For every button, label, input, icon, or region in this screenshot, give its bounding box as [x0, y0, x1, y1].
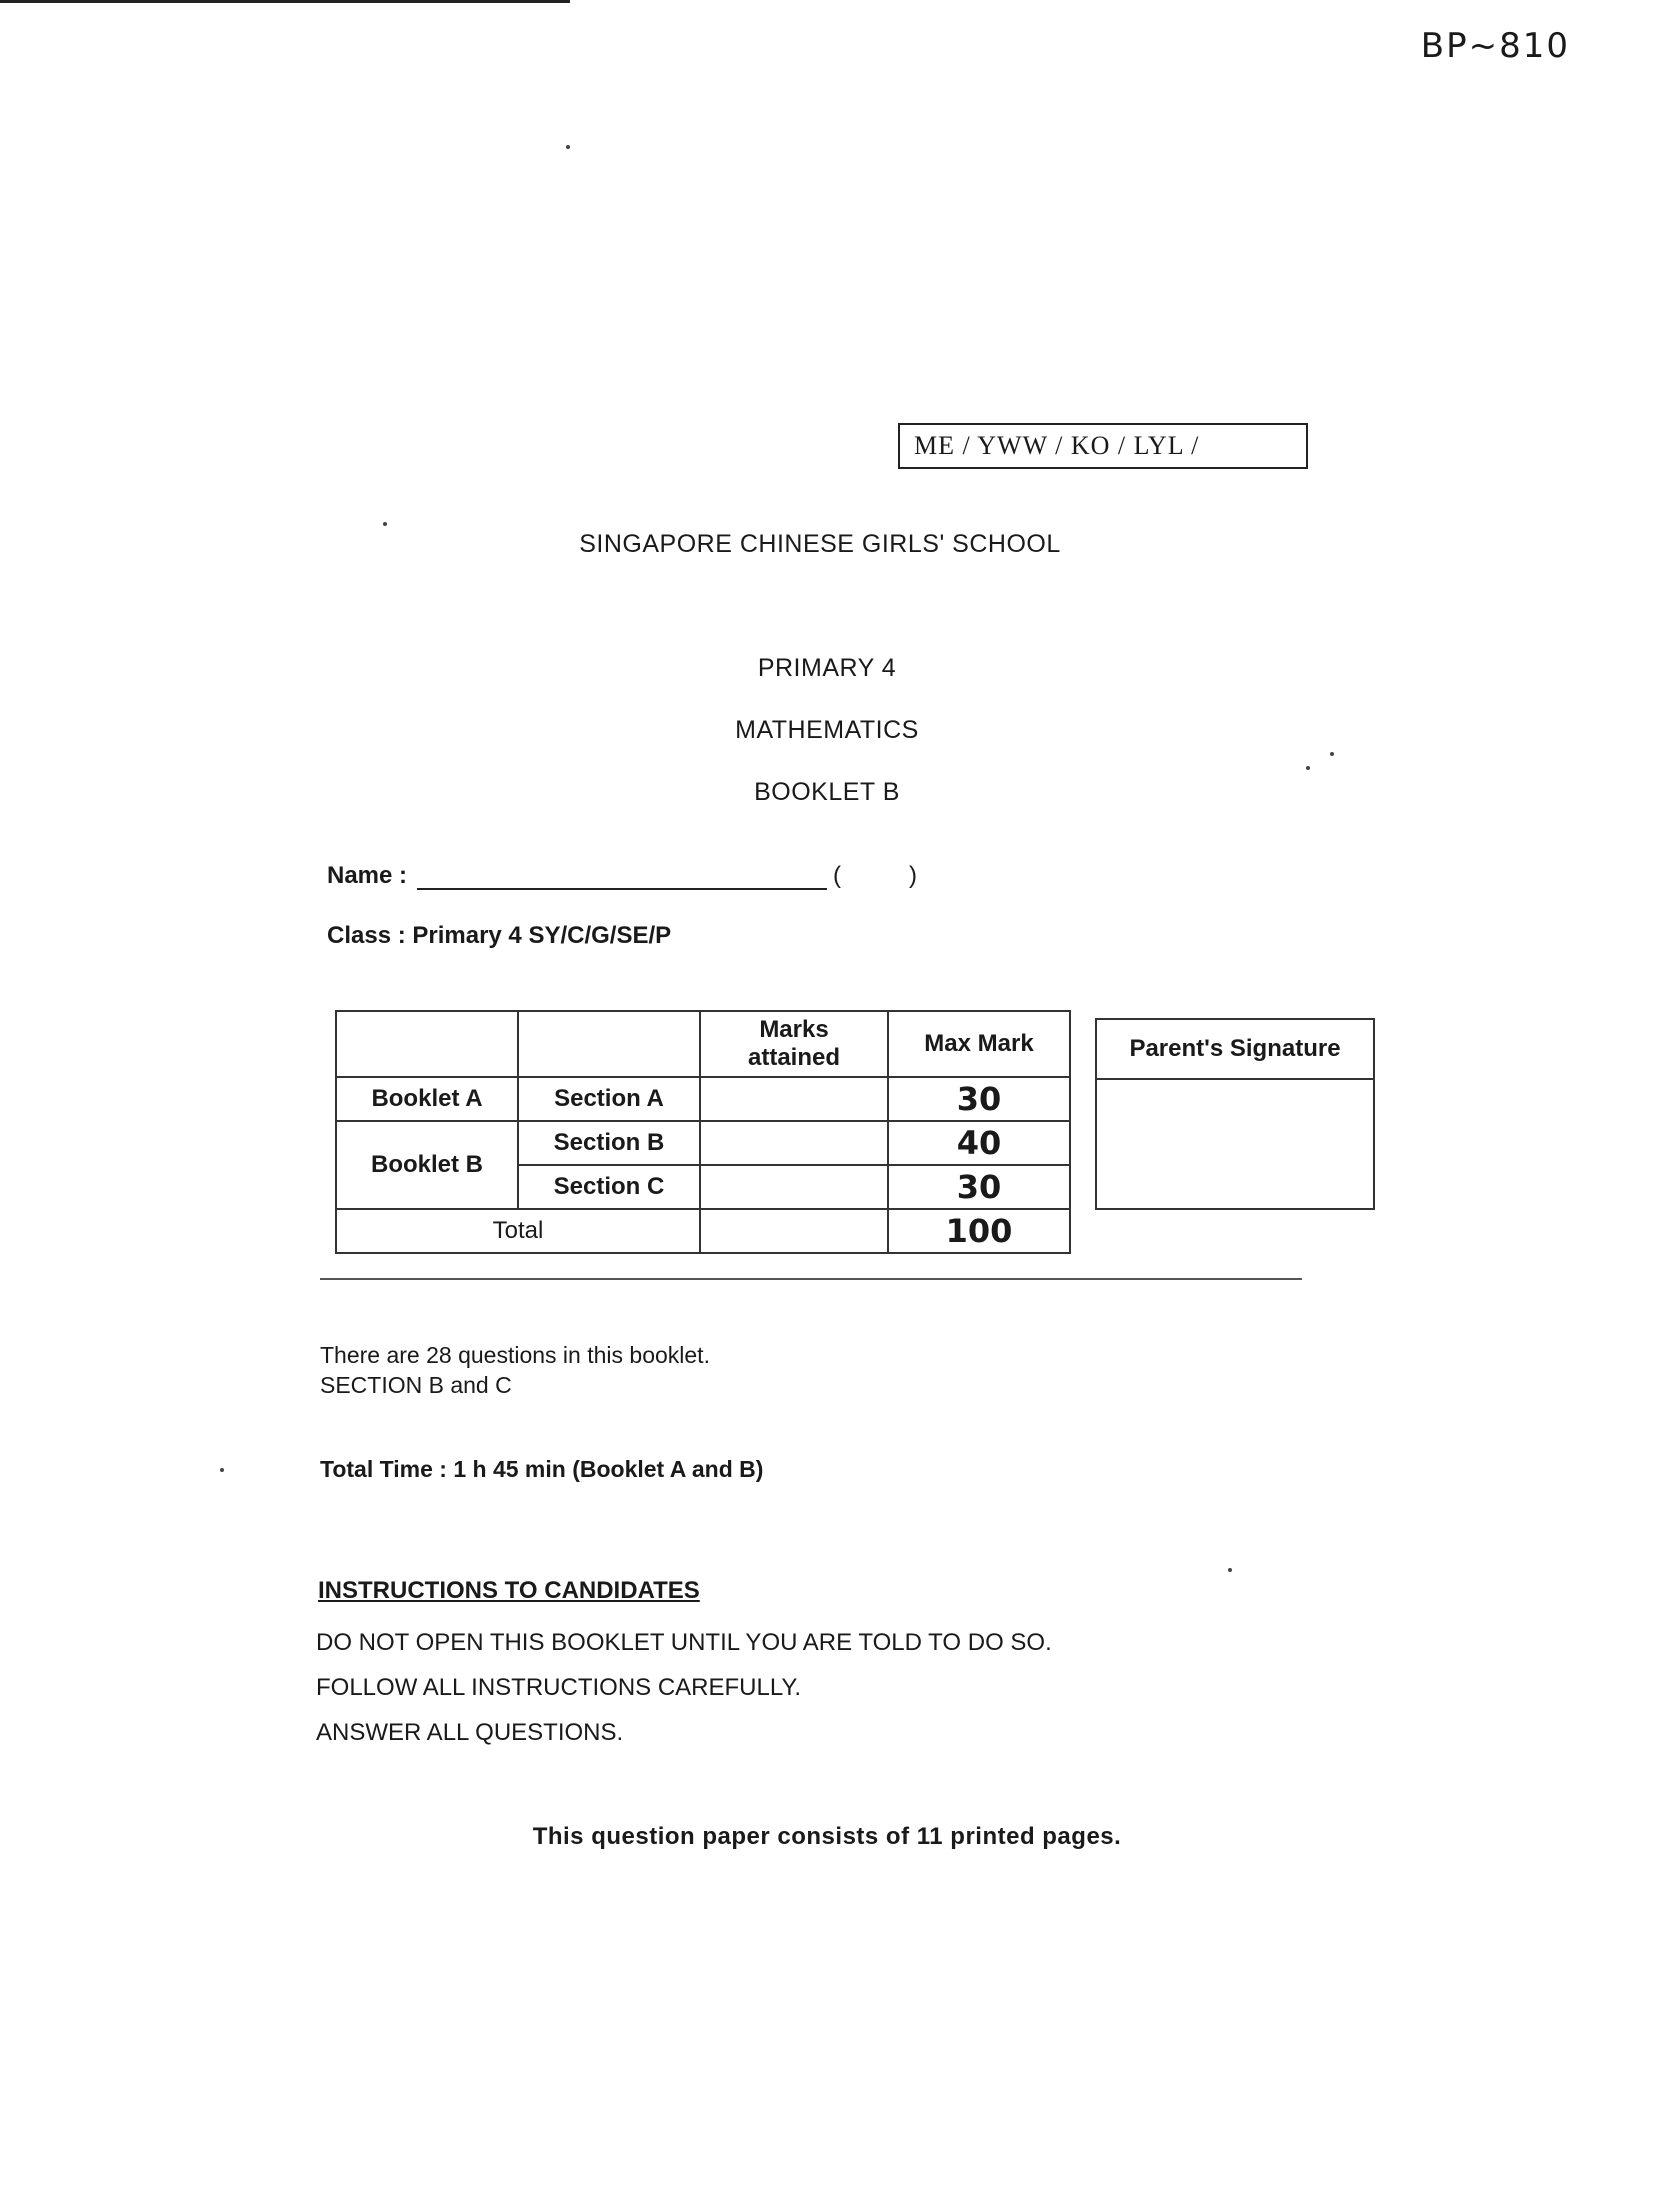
- index-paren-open: (: [833, 862, 842, 889]
- section-c-cell: Section C: [518, 1165, 700, 1209]
- section-a-max: 30: [888, 1077, 1070, 1121]
- scan-speck: [1228, 1568, 1232, 1572]
- section-b-marks[interactable]: [700, 1121, 888, 1165]
- name-row: [327, 862, 917, 890]
- section-a-marks[interactable]: [700, 1077, 888, 1121]
- scan-speck: [1306, 766, 1310, 770]
- section-a-cell: Section A: [518, 1077, 700, 1121]
- class-label: Class : Primary 4 SY/C/G/SE/P: [327, 922, 672, 949]
- marks-table: [335, 1010, 1071, 1254]
- table-row: [336, 1077, 1070, 1121]
- section-c-max: 30: [888, 1165, 1070, 1209]
- index-paren-close: ): [909, 862, 918, 889]
- sections-note: SECTION B and C: [320, 1372, 512, 1398]
- level-title: PRIMARY 4: [757, 654, 897, 682]
- parent-signature-box[interactable]: [1095, 1018, 1375, 1210]
- header-marks-attained: Marks attained: [700, 1011, 888, 1077]
- booklet-info: [320, 1340, 710, 1400]
- instruction-item: FOLLOW ALL INSTRUCTIONS CAREFULLY.: [316, 1674, 802, 1701]
- header-blank-2: [518, 1011, 700, 1077]
- scan-speck: [566, 145, 570, 149]
- header-max-mark: Max Mark: [888, 1011, 1070, 1077]
- table-row: [336, 1209, 1070, 1253]
- booklet-a-cell: Booklet A: [336, 1077, 518, 1121]
- teacher-initials-box: ME / YWW / KO / LYL /: [898, 423, 1308, 469]
- scan-speck: [220, 1468, 224, 1472]
- subject-title: MATHEMATICS: [735, 716, 919, 744]
- instruction-item: ANSWER ALL QUESTIONS.: [316, 1719, 624, 1746]
- document-code: BP~810: [1420, 26, 1570, 66]
- name-label: Name :: [327, 862, 408, 889]
- section-b-cell: Section B: [518, 1121, 700, 1165]
- marks-table-header: [336, 1011, 1070, 1077]
- parent-signature-label: Parent's Signature: [1097, 1020, 1373, 1080]
- section-c-marks[interactable]: [700, 1165, 888, 1209]
- scan-speck: [1330, 752, 1334, 756]
- divider-line: [320, 1278, 1302, 1280]
- page-count-note: This question paper consists of 11 printed pages.: [532, 1823, 1122, 1850]
- total-time: Total Time : 1 h 45 min (Booklet A and B): [320, 1456, 764, 1482]
- instructions-title: INSTRUCTIONS TO CANDIDATES: [318, 1577, 700, 1604]
- header-blank-1: [336, 1011, 518, 1077]
- section-b-max: 40: [888, 1121, 1070, 1165]
- total-label: Total: [336, 1209, 700, 1253]
- booklet-b-cell: Booklet B: [336, 1121, 518, 1209]
- table-row: [336, 1121, 1070, 1165]
- total-max: 100: [888, 1209, 1070, 1253]
- booklet-title: BOOKLET B: [754, 778, 900, 806]
- question-count: There are 28 questions in this booklet.: [320, 1342, 710, 1368]
- instructions-list: [316, 1620, 1052, 1755]
- scan-speck: [383, 522, 387, 526]
- total-marks[interactable]: [700, 1209, 888, 1253]
- top-edge-bar: [0, 0, 570, 3]
- name-field[interactable]: [417, 862, 827, 890]
- school-name: SINGAPORE CHINESE GIRLS' SCHOOL: [579, 530, 1061, 558]
- instruction-item: DO NOT OPEN THIS BOOKLET UNTIL YOU ARE TOLD TO DO SO.: [316, 1629, 1052, 1656]
